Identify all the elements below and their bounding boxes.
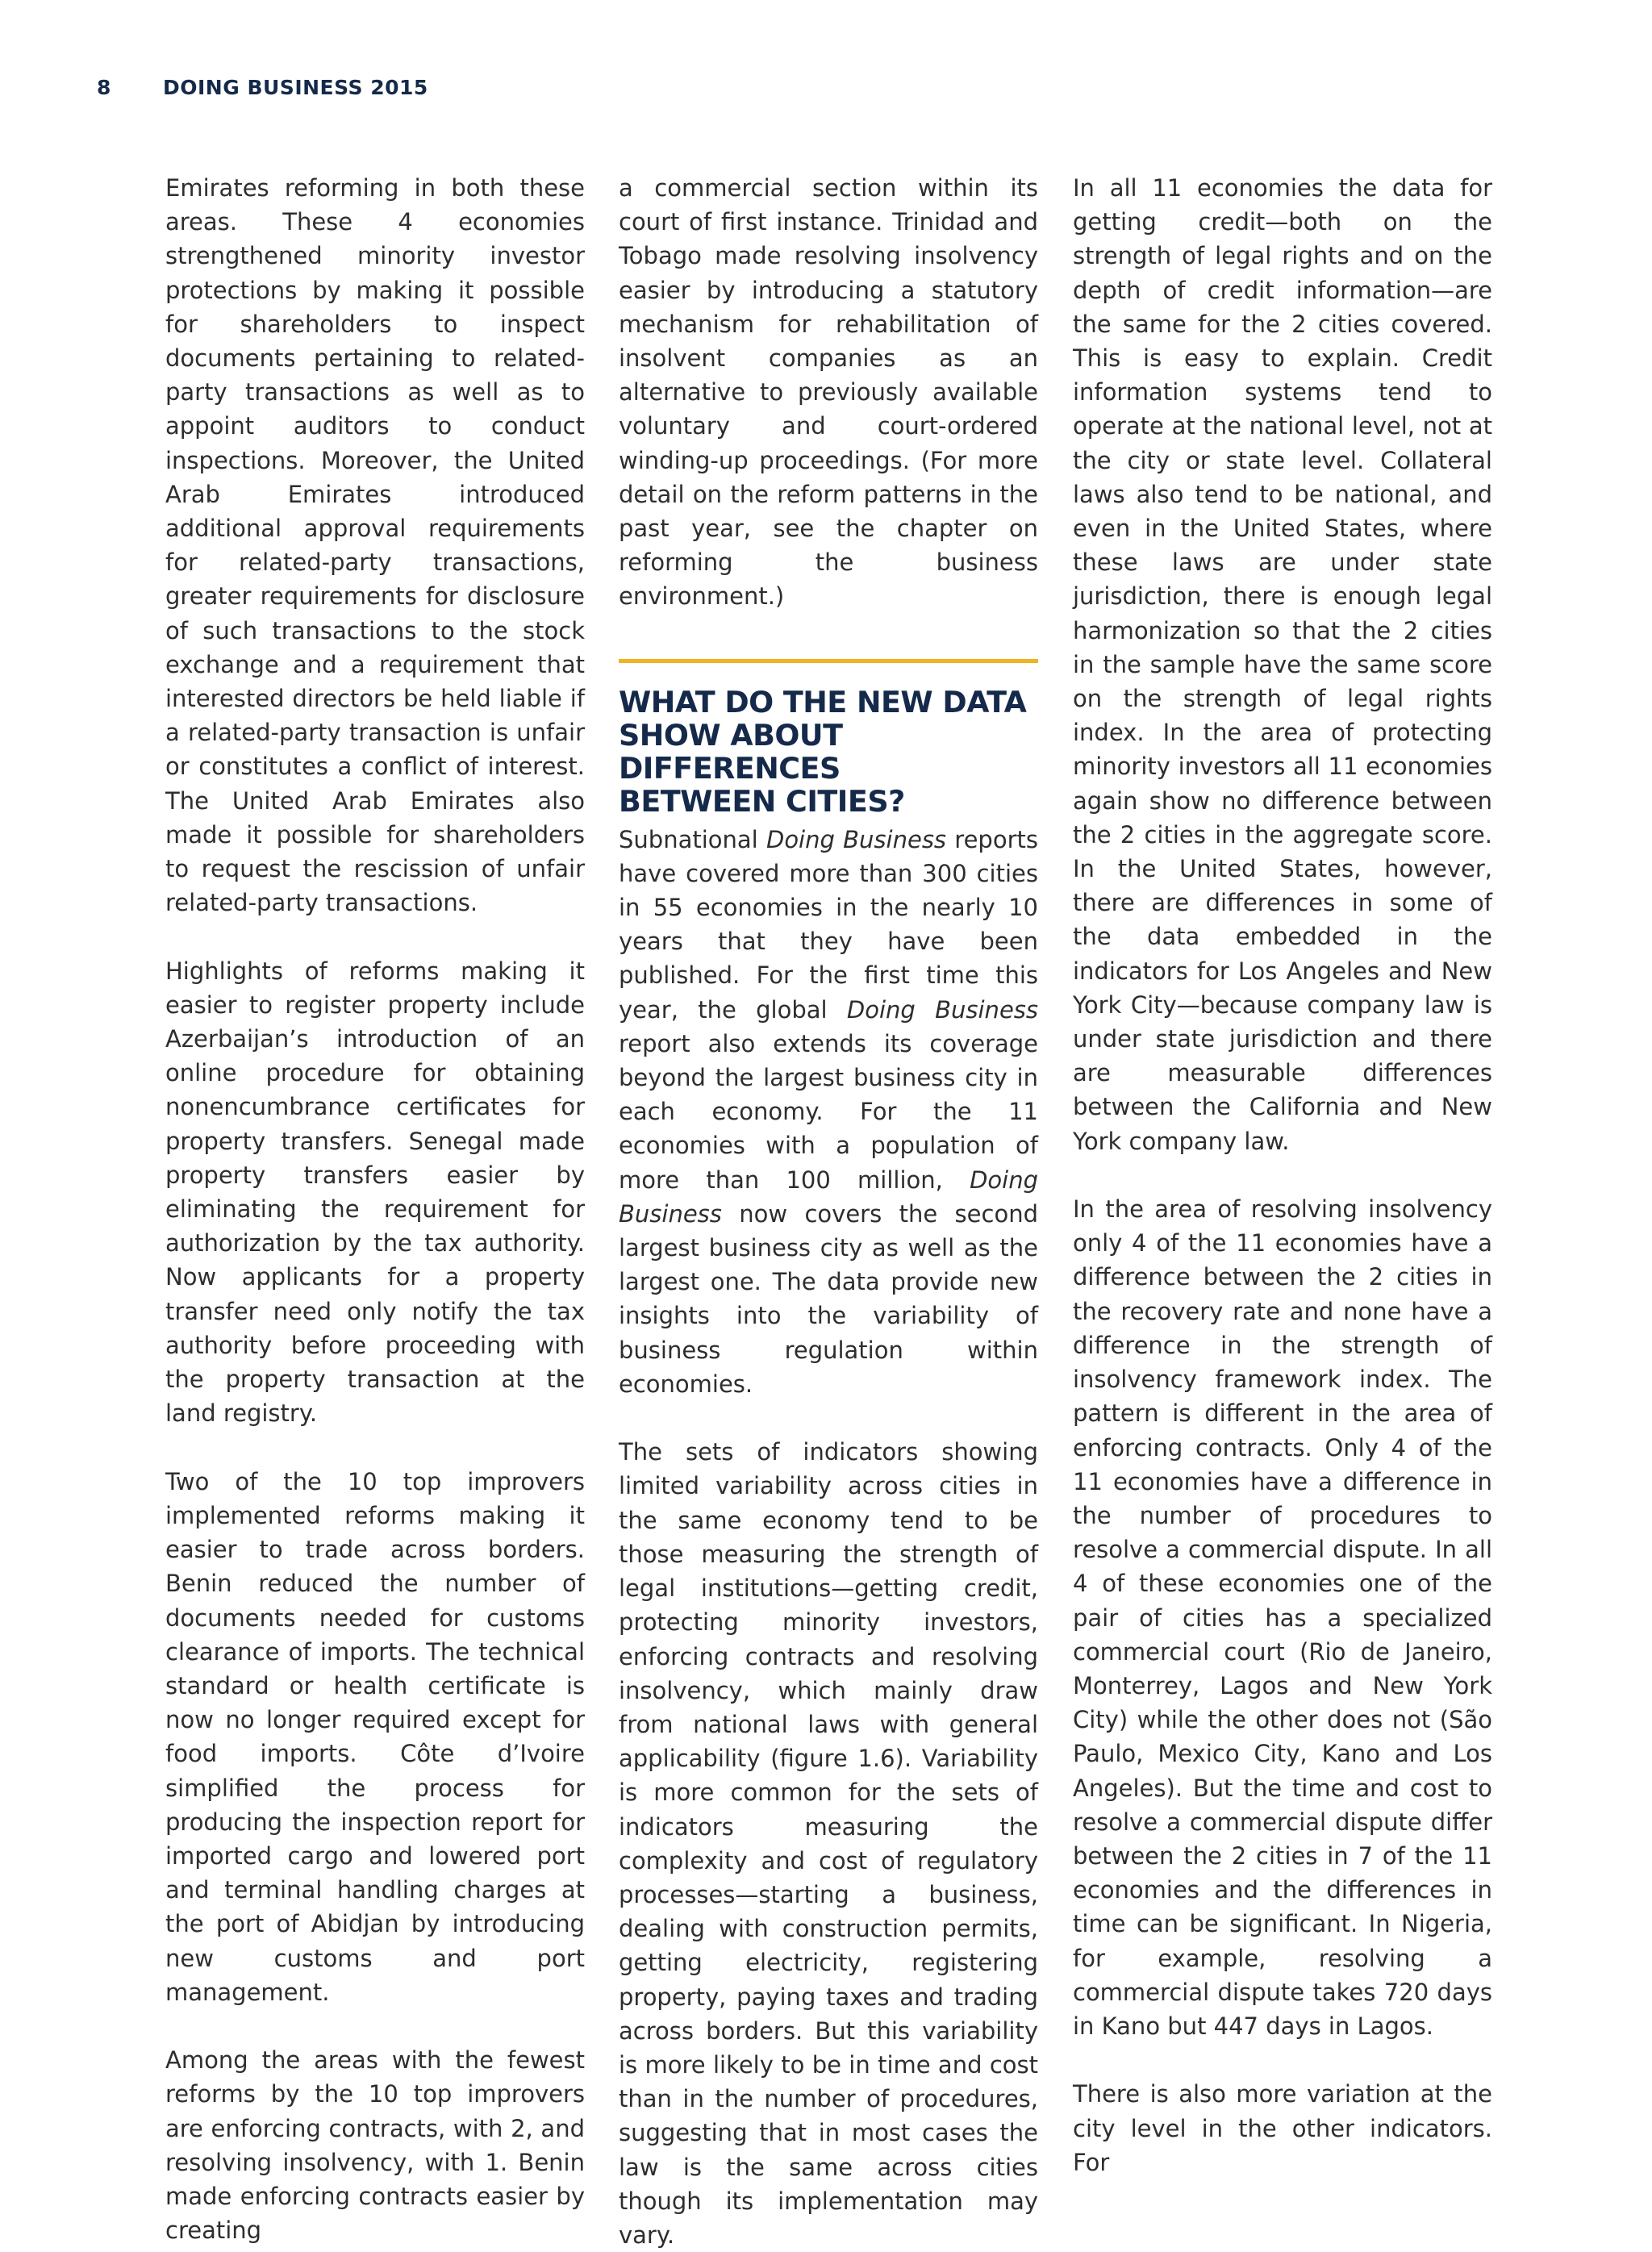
running-header: [97, 71, 428, 103]
section-heading-line: BETWEEN CITIES?: [619, 783, 905, 819]
section-heading-line: SHOW ABOUT DIFFERENCES: [619, 717, 843, 786]
page-number: 8: [97, 75, 111, 99]
paragraph: Subnational Doing Business reports have covered more than 300 cities in 55 economies in the nearly 10 years that they have been published. For the first time this year, the global Doing Business report also extends its coverage beyond the largest business city in each economy. For the 11 economies with a population of more than 100 million, Doing Business now covers the second largest business city as well as the largest one. The data provide new insights into the variability of business regulation within economies.: [619, 825, 1038, 1398]
paragraph: Two of the 10 top improvers implemented reforms making it easier to trade across borders. Benin reduced the number of documents needed for customs clearance of imports. The technical standard or health certificate is now no longer required except for food imports. Côte d’Ivoire simplified the process for producing the inspection report for imported cargo and lowered port and terminal handling charges at the port of Abidjan by introducing new customs and port management.: [165, 1467, 585, 2006]
paragraph: In all 11 economies the data for getting credit—both on the strength of legal rights and on the depth of credit information—are the same for the 2 cities covered. This is easy to explain. Credit information systems tend to operate at the national level, not at the city or state level. Collateral laws also tend to be national, and even in the United States, where these laws are under state jurisdiction, there is enough legal harmonization so that the 2 cities in the sample have the same score on the strength of legal rights index. In the area of protecting minority investors all 11 economies again show no difference between the 2 cities in the aggregate score. In the United States, however, there are differences in some of the data embedded in the indicators for Los Angeles and New York City—because company law is under state jurisdiction and there are measurable differences between the California and New York company law.: [1073, 174, 1492, 1155]
paragraph: The sets of indicators showing limited variability across cities in the same economy tend to be those measuring the strength of legal institutions—getting credit, protecting minority investors, enforcing contracts and resolving insolvency, which mainly draw from national laws with general applicability (figure 1.6). Variability is more common for the sets of indicators measuring the complexity and cost of regulatory processes—starting a business, dealing with construction permits, getting electricity, registering property, paying taxes and trading across borders. But this variability is more likely to be in time and cost than in the number of procedures, suggesting that in most cases the law is the same across cities though its implementation may vary.: [619, 1438, 1038, 2249]
publication-title: DOING BUSINESS 2015: [163, 75, 428, 99]
paragraph: Emirates reforming in both these areas. These 4 economies strengthened minority investor protections by making it possible for shareholders to inspect documents pertaining to related-party transactions as well as to appoint auditors to conduct inspections. Moreover, the United Arab Emirates introduced additional approval requirements for related-party transactions, greater requirements for disclosure of such transactions to the stock exchange and a requirement that interested directors be held liable if a related-party transaction is unfair or constitutes a conflict of interest. The United Arab Emirates also made it possible for shareholders to request the rescission of unfair related-party transactions.: [165, 174, 585, 917]
section-divider: [619, 659, 1038, 663]
section-heading: [619, 686, 1038, 818]
paragraph: Highlights of reforms making it easier to register property include Azerbaijan’s introduction of an online procedure for obtaining nonencumbrance certificates for property transfers. Senegal made property transfers easier by eliminating the requirement for authorization by the tax authority. Now applicants for a property transfer need only notify the tax authority before proceeding with the property transaction at the land registry.: [165, 957, 585, 1428]
paragraph: In the area of resolving insolvency only 4 of the 11 economies have a difference between the 2 cities in the recovery rate and none have a difference in the strength of insolvency framework index. The pattern is different in the area of enforcing contracts. Only 4 of the 11 economies have a difference in the number of procedures to resolve a commercial dispute. In all 4 of these economies one of the pair of cities has a specialized commercial court (Rio de Janeiro, Monterrey, Lagos and New York City) while the other does not (São Paulo, Mexico City, Kano and Los Angeles). But the time and cost to resolve a commercial dispute differ between the 2 cities in 7 of the 11 economies and the differences in time can be significant. In Nigeria, for example, resolving a commercial dispute takes 720 days in Kano but 447 days in Lagos.: [1073, 1195, 1492, 2040]
paragraph: a commercial section within its court of first instance. Trinidad and Tobago made resolving insolvency easier by introducing a statutory mechanism for rehabilitation of insolvent companies as an alternative to previously available voluntary and court-ordered winding-up proceedings. (For more detail on the reform patterns in the past year, see the chapter on reforming the business environment.): [619, 174, 1038, 611]
text-column-1: [165, 171, 585, 2247]
text-column-3: [1073, 171, 1492, 2179]
paragraph: There is also more variation at the city level in the other indicators. For: [1073, 2080, 1492, 2176]
text-column-2: [619, 171, 1038, 2252]
section-heading-line: WHAT DO THE NEW DATA: [619, 684, 1027, 719]
paragraph: Among the areas with the fewest reforms by the 10 top improvers are enforcing contracts, with 2, and resolving insolvency, with 1. Benin made enforcing contracts easier by creating: [165, 2046, 585, 2245]
